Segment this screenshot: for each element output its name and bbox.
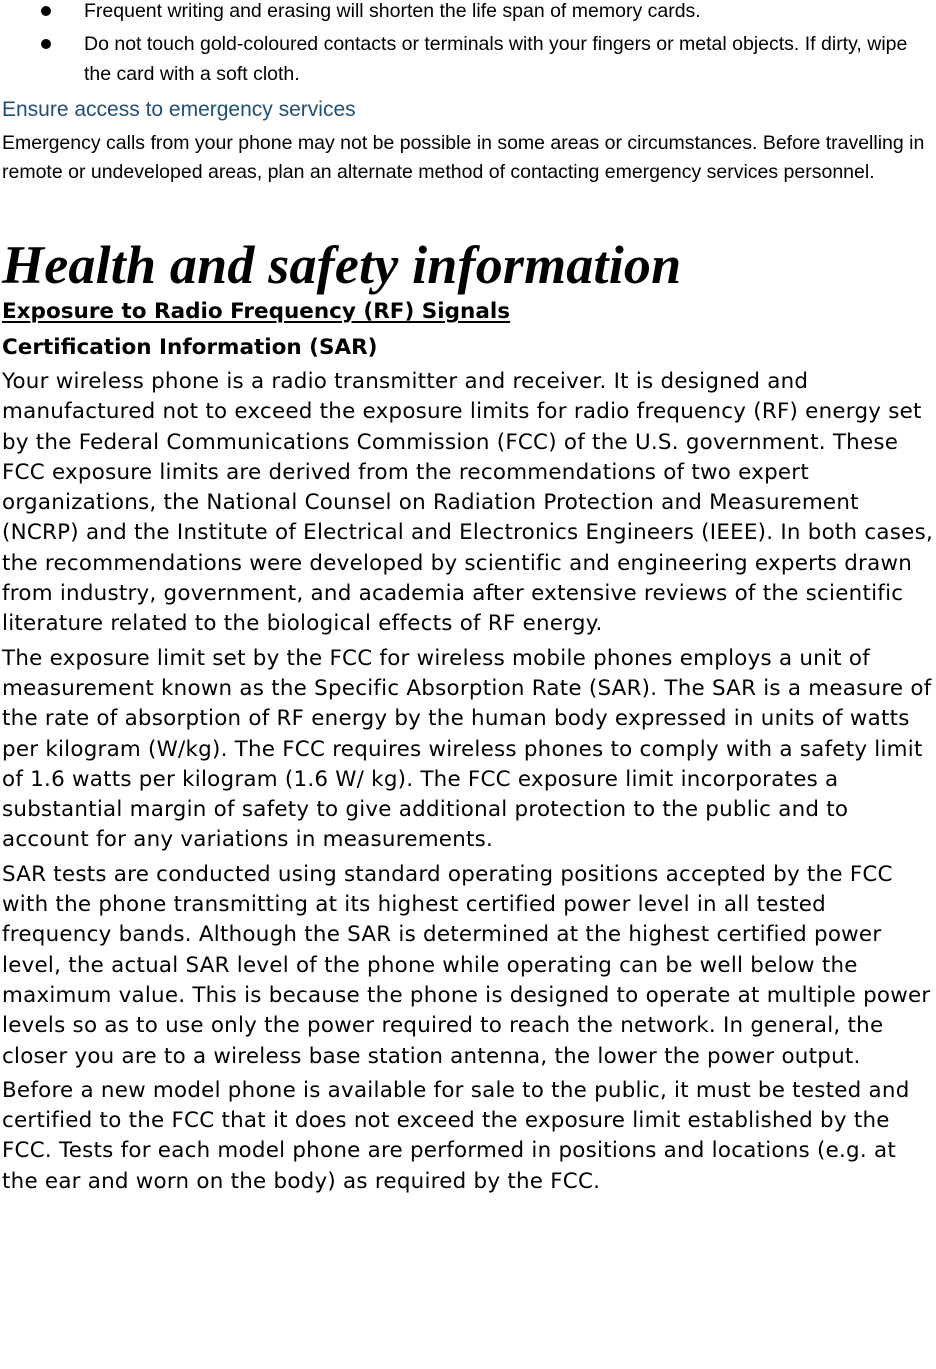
body-paragraph: Your wireless phone is a radio transmitter and receiver. It is designed and manufactured not to exceed the exposure limits for radio frequency (RF) energy set by the Federal Communications Commission (FCC) of the U.S. government. These FCC exposure limits are derived from the recommendations of two expert organizations, the National Counsel on Radiation Protection and Measurement (NCRP) and the Institute of Electrical and Electronics Engineers (IEEE). In both cases, the recommendations were developed by scientific and engineering experts drawn from industry, government, and academia after extensive reviews of the scientific literature related to the biological effects of RF energy. <box>2 369 934 637</box>
bullet-text: Do not touch gold-coloured contacts or terminals with your fingers or metal objects. If dirty, wipe the card with a soft cloth. <box>84 33 908 85</box>
rf-heading: Exposure to Radio Frequency (RF) Signals <box>2 299 511 324</box>
bullet-item <box>0 29 936 89</box>
bullet-item <box>0 0 936 26</box>
sar-heading: Certification Information (SAR) <box>2 335 378 360</box>
emergency-paragraph: Emergency calls from your phone may not be possible in some areas or circumstances. Before travelling in remote or undeveloped areas, plan an alternate method of contacting emergency services personnel. <box>2 132 925 183</box>
bullet-dot-icon <box>41 39 51 49</box>
emergency-heading: Ensure access to emergency services <box>2 98 356 121</box>
section-title: Health and safety information <box>2 235 682 295</box>
body-paragraph: Before a new model phone is available for sale to the public, it must be tested and certified to the FCC that it does not exceed the exposure limit established by the FCC. Tests for each model phone are performed in positions and locations (e.g. at the ear and worn on the body) as required by the FCC. <box>2 1077 910 1194</box>
bullet-text: Frequent writing and erasing will shorten the life span of memory cards. <box>84 0 701 22</box>
bullet-dot-icon <box>41 6 51 16</box>
body-paragraph: The exposure limit set by the FCC for wireless mobile phones employs a unit of measurement known as the Specific Absorption Rate (SAR). The SAR is a measure of the rate of absorption of RF energy by the human body expressed in units of watts per kilogram (W/kg). The FCC requires wireless phones to comply with a safety limit of 1.6 watts per kilogram (1.6 W/ kg). The FCC exposure limit incorporates a substantial margin of safety to give additional protection to the public and to account for any variations in measurements. <box>2 645 932 853</box>
memory-card-bullet-list <box>0 0 936 89</box>
body-paragraph: SAR tests are conducted using standard operating positions accepted by the FCC with the phone transmitting at its highest certified power level in all tested frequency bands. Although the SAR is determined at the highest certified power level, the actual SAR level of the phone while operating can be well below the maximum value. This is because the phone is designed to operate at multiple power levels so as to use only the power required to reach the network. In general, the closer you are to a wireless base station antenna, the lower the power output. <box>2 861 931 1069</box>
